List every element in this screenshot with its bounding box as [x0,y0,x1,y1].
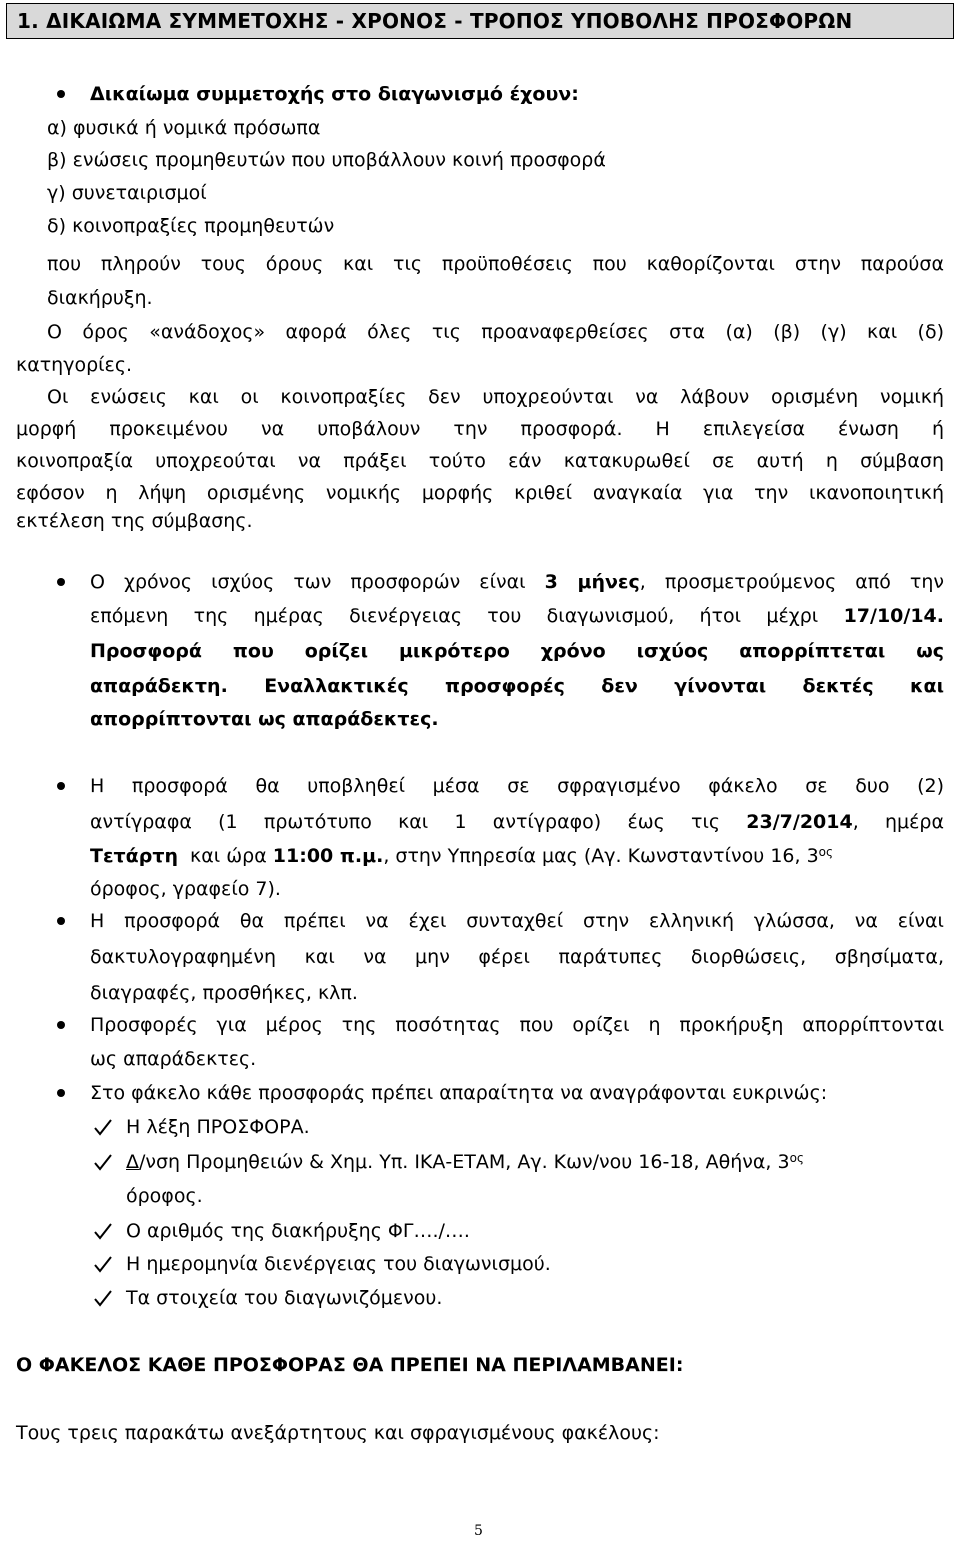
quantity-line: ως απαράδεκτες. [90,1048,257,1070]
validity-line: επόμενη της ημέρας διενέργειας του διαγωνισμού, ήτοι μέχρι 17/10/14. [90,605,944,627]
bullet-icon [57,1089,65,1097]
list-item: α) φυσικά ή νομικά πρόσωπα [47,117,321,139]
participation-title: Δικαίωμα συμμετοχής στο διαγωνισμό έχουν: [90,83,579,105]
bullet-icon [57,1021,65,1029]
submission-line: Η προσφορά θα υποβληθεί μέσα σε σφραγισμένο φάκελο σε δυο (2) [90,775,944,797]
validity-line: απορρίπτονται ως απαράδεκτες. [90,708,439,730]
language-line: διαγραφές, προσθήκες, κλπ. [90,982,358,1004]
envelope-check-item: Η λέξη ΠΡΟΣΦΟΡΑ. [126,1116,310,1138]
check-icon [92,1220,114,1242]
joint-venture-paragraph: Οι ενώσεις και οι κοινοπραξίες δεν υποχρεούνται να λάβουν ορισμένη νομική [47,386,944,408]
bullet-icon [57,782,65,790]
list-item: β) ενώσεις προμηθευτών που υποβάλλουν κοινή προσφορά [47,149,606,171]
validity-line: Ο χρόνος ισχύος των προσφορών είναι 3 μήνες, προσμετρούμενος από την [90,571,945,593]
validity-line: απαράδεκτη. Εναλλακτικές προσφορές δεν γίνονται δεκτές και [90,675,944,697]
submission-line: όροφος, γραφείο 7). [90,878,281,900]
check-icon [92,1253,114,1275]
submission-line: Τετάρτη και ώρα 11:00 π.μ., στην Υπηρεσία μας (Αγ. Κωνσταντίνου 16, $3^{o\varsigma}$ [90,845,834,867]
list-item: γ) συνεταιρισμοί [47,182,207,204]
envelope-check-item: όροφος. [126,1185,203,1207]
section-heading-box [6,3,954,39]
bullet-icon [57,578,65,586]
conditions-line: που πληρούν τους όρους και τις προϋποθέσεις που καθορίζονται στην παρούσα [47,253,944,275]
bullet-icon [57,917,65,925]
submission-line: αντίγραφα (1 πρωτότυπο και 1 αντίγραφο) έως τις 23/7/2014, ημέρα [90,811,944,833]
check-icon [92,1151,114,1173]
envelope-check-item: Τα στοιχεία του διαγωνιζόμενου. [126,1287,443,1309]
joint-venture-paragraph: κοινοπραξία υποχρεούται να πράξει τούτο εάν κατακυρωθεί σε αυτή η σύμβαση [16,450,944,472]
contractor-definition: κατηγορίες. [16,354,133,376]
language-line: δακτυλογραφημένη και να μην φέρει παράτυπες διορθώσεις, σβησίματα, [90,946,944,968]
check-icon [92,1287,114,1309]
envelope-check-item: Η ημερομηνία διενέργειας του διαγωνισμού. [126,1253,551,1275]
three-envelopes-text: Τους τρεις παρακάτω ανεξάρτητους και σφραγισμένους φακέλους: [16,1422,660,1444]
page-number: 5 [474,1523,483,1539]
conditions-line: διακήρυξη. [47,287,153,309]
section-heading: 1. ΔΙΚΑΙΩΜΑ ΣΥΜΜΕΤΟΧΗΣ - ΧΡΟΝΟΣ - ΤΡΟΠΟΣ ΥΠΟΒΟΛΗΣ ΠΡΟΣΦΟΡΩΝ [17,9,853,33]
envelope-check-item: Ο αριθμός της διακήρυξης ΦΓ…./…. [126,1220,470,1242]
envelope-check-item: Δ/νση Προμηθειών & Χημ. Υπ. ΙΚΑ-ΕΤΑΜ, Αγ. Κων/νου 16-18, Αθήνα, $3^{o\varsigma}$ [126,1151,804,1173]
validity-line: Προσφορά που ορίζει μικρότερο χρόνο ισχύος απορρίπτεται ως [90,640,944,662]
quantity-line: Προσφορές για μέρος της ποσότητας που ορίζει η προκήρυξη απορρίπτονται [90,1014,944,1036]
joint-venture-paragraph: εκτέλεση της σύμβασης. [16,510,253,532]
joint-venture-paragraph: εφόσον η λήψη ορισμένης νομικής μορφής κριθεί αναγκαία για την ικανοποιητική [16,482,944,504]
envelope-intro: Στο φάκελο κάθε προσφοράς πρέπει απαραίτητα να αναγράφονται ευκρινώς: [90,1082,828,1104]
contractor-definition: Ο όρος «ανάδοχος» αφορά όλες τις προαναφερθείσες στα (α) (β) (γ) και (δ) [47,321,944,343]
list-item: δ) κοινοπραξίες προμηθευτών [47,215,335,237]
check-icon [92,1116,114,1138]
envelope-contents-heading: Ο ΦΑΚΕΛΟΣ ΚΑΘΕ ΠΡΟΣΦΟΡΑΣ ΘΑ ΠΡΕΠΕΙ ΝΑ ΠΕΡΙΛΑΜΒΑΝΕΙ: [16,1354,684,1376]
bullet-icon [57,90,65,98]
joint-venture-paragraph: μορφή προκειμένου να υποβάλουν την προσφορά. Η επιλεγείσα ένωση ή [16,418,944,440]
language-line: Η προσφορά θα πρέπει να έχει συνταχθεί στην ελληνική γλώσσα, να είναι [90,910,944,932]
